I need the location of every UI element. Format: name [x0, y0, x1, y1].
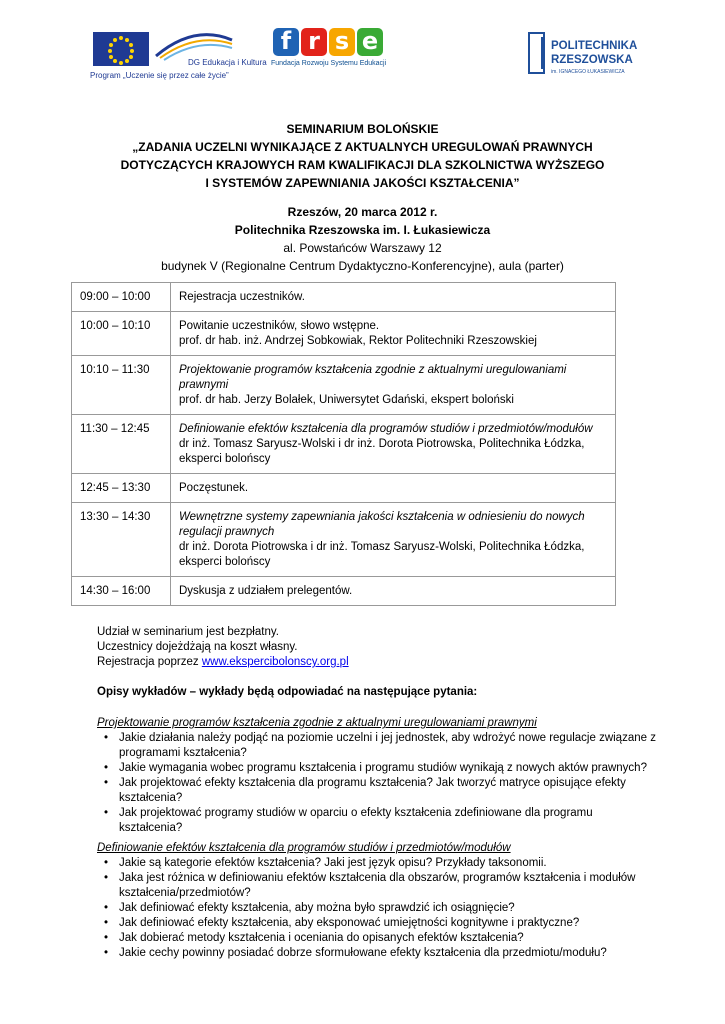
time-cell: 14:30 – 16:00	[72, 577, 171, 606]
fee-info: Udział w seminarium jest bezpłatny.	[97, 626, 279, 638]
frse-letter-r: r	[301, 28, 327, 56]
topic-text: Dyskusja z udziałem prelegentów.	[179, 585, 353, 597]
venue-block	[60, 203, 665, 275]
dg-label: DG Edukacja i Kultura	[188, 58, 267, 67]
politechnika-name-line3: im. IGNACEGO ŁUKASIEWICZA	[551, 69, 625, 75]
section-projektowanie	[97, 716, 657, 836]
frse-letters	[273, 28, 401, 56]
table-row	[72, 283, 616, 312]
eu-flag-icon	[93, 32, 149, 66]
table-row	[72, 312, 616, 356]
question-list	[97, 731, 657, 836]
time-cell: 09:00 – 10:00	[72, 283, 171, 312]
time-cell: 13:30 – 14:30	[72, 503, 171, 577]
topic-cell	[171, 577, 616, 606]
table-row	[72, 474, 616, 503]
building-info: budynek V (Regionalne Centrum Dydaktyczno-Konferencyjne), aula (parter)	[161, 259, 564, 273]
list-item: • Jakie działania należy podjąć na poziomie uczelni i jej jednostek, aby wdrożyć nowe regulacje związane z programami kształcenia?	[97, 731, 657, 761]
table-row	[72, 415, 616, 474]
section-definiowanie	[97, 841, 657, 961]
time-cell: 12:45 – 13:30	[72, 474, 171, 503]
topic-cell	[171, 474, 616, 503]
seminar-title	[60, 120, 665, 192]
info-block	[97, 625, 349, 670]
topic-text: Poczęstunek.	[179, 482, 249, 494]
list-item: • Jak definiować efekty kształcenia, aby można było sprawdzić ich osiągnięcie?	[97, 901, 657, 916]
section-heading: Definiowanie efektów kształcenia dla programów studiów i przedmiotów/modułów	[97, 842, 511, 854]
frse-letter-s: s	[329, 28, 355, 56]
travel-info: Uczestnicy dojeżdżają na koszt własny.	[97, 641, 298, 653]
speaker-text: dr inż. Dorota Piotrowska i dr inż. Tomasz Saryusz-Wolski, Politechnika Łódzka, eksperci bolońscy	[179, 541, 585, 568]
speaker-text: dr inż. Tomasz Saryusz-Wolski i dr inż. Dorota Piotrowska, Politechnika Łódzka, eksperci bolońscy	[179, 438, 585, 465]
list-item: • Jak projektować efekty kształcenia dla programu kształcenia? Jak tworzyć matryce opisujące efekty kształcenia?	[97, 776, 657, 806]
logo-bar	[0, 28, 725, 88]
list-item: • Jak projektować programy studiów w oparciu o efekty kształcenia zdefiniowane dla programu kształcenia?	[97, 806, 657, 836]
frse-subtitle: Fundacja Rozwoju Systemu Edukacji	[271, 60, 387, 67]
list-item: • Jak dobierać metody kształcenia i oceniania do opisanych efektów kształcenia?	[97, 931, 657, 946]
topic-text: Wewnętrzne systemy zapewniania jakości kształcenia w odniesieniu do nowych regulacji prawnych	[179, 511, 585, 538]
title-line: SEMINARIUM BOLOŃSKIE	[286, 122, 439, 136]
section-heading: Projektowanie programów kształcenia zgodnie z aktualnymi uregulowaniami prawnymi	[97, 717, 537, 729]
topic-cell	[171, 356, 616, 415]
time-cell: 10:10 – 11:30	[72, 356, 171, 415]
event-date: Rzeszów, 20 marca 2012 r.	[287, 205, 438, 219]
frse-logo	[271, 28, 401, 67]
registration-info	[97, 655, 349, 670]
street-address: al. Powstańców Warszawy 12	[283, 241, 442, 255]
title-line: I SYSTEMÓW ZAPEWNIANIA JAKOŚCI KSZTAŁCENIA”	[205, 176, 520, 190]
frse-letter-f: f	[273, 28, 299, 56]
list-item: • Jakie wymagania wobec programu kształcenia i programu studiów wynikają z nowych aktów prawnych?	[97, 761, 657, 776]
title-line: „ZADANIA UCZELNI WYNIKAJĄCE Z AKTUALNYCH UREGULOWAŃ PRAWNYCH	[132, 140, 593, 154]
list-item: • Jak definiować efekty kształcenia, aby eksponować umiejętności kognitywne i praktyczne?	[97, 916, 657, 931]
time-cell: 10:00 – 10:10	[72, 312, 171, 356]
politechnika-name-line2: RZESZOWSKA	[551, 54, 633, 66]
topic-cell	[171, 415, 616, 474]
descriptions-heading: Opisy wykładów – wykłady będą odpowiadać na następujące pytania:	[97, 686, 478, 698]
speaker-text: prof. dr hab. inż. Andrzej Sobkowiak, Rektor Politechniki Rzeszowskiej	[179, 335, 537, 347]
frse-letter-e: e	[357, 28, 383, 56]
title-line: DOTYCZĄCYCH KRAJOWYCH RAM KWALIFIKACJI DLA SZKOLNICTWA WYŻSZEGO	[120, 158, 605, 172]
registration-prefix: Rejestracja poprzez	[97, 656, 202, 668]
dg-program-label: Program „Uczenie się przez całe życie”	[90, 71, 229, 80]
speaker-text: prof. dr hab. Jerzy Bolałek, Uniwersytet Gdański, ekspert boloński	[179, 394, 514, 406]
topic-text: Powitanie uczestników, słowo wstępne.	[179, 320, 380, 332]
table-row	[72, 356, 616, 415]
registration-link[interactable]: www.ekspercibolonscy.org.pl	[201, 656, 349, 668]
table-row	[72, 503, 616, 577]
list-item: • Jakie są kategorie efektów kształcenia? Jaki jest język opisu? Przykłady taksonomii.	[97, 856, 657, 871]
topic-text: Projektowanie programów kształcenia zgodnie z aktualnymi uregulowaniami prawnymi	[179, 364, 567, 391]
table-row	[72, 577, 616, 606]
topic-text: Definiowanie efektów kształcenia dla programów studiów i przedmiotów/modułów	[179, 423, 593, 435]
list-item: • Jakie cechy powinny posiadać dobrze sformułowane efekty kształcenia dla przedmiotu/modułu?	[97, 946, 657, 961]
topic-cell	[171, 312, 616, 356]
politechnika-name-line1: POLITECHNIKA	[551, 40, 638, 52]
question-list	[97, 856, 657, 961]
university-name: Politechnika Rzeszowska im. I. Łukasiewicza	[234, 223, 491, 237]
schedule-table	[71, 282, 616, 606]
time-cell: 11:30 – 12:45	[72, 415, 171, 474]
list-item: • Jaka jest różnica w definiowaniu efektów kształcenia dla obszarów, programów kształcenia i modułów kształcenia/przedmiotów?	[97, 871, 657, 901]
politechnika-emblem-icon	[528, 32, 545, 74]
topic-text: Rejestracja uczestników.	[179, 291, 305, 303]
topic-cell	[171, 503, 616, 577]
topic-cell	[171, 283, 616, 312]
